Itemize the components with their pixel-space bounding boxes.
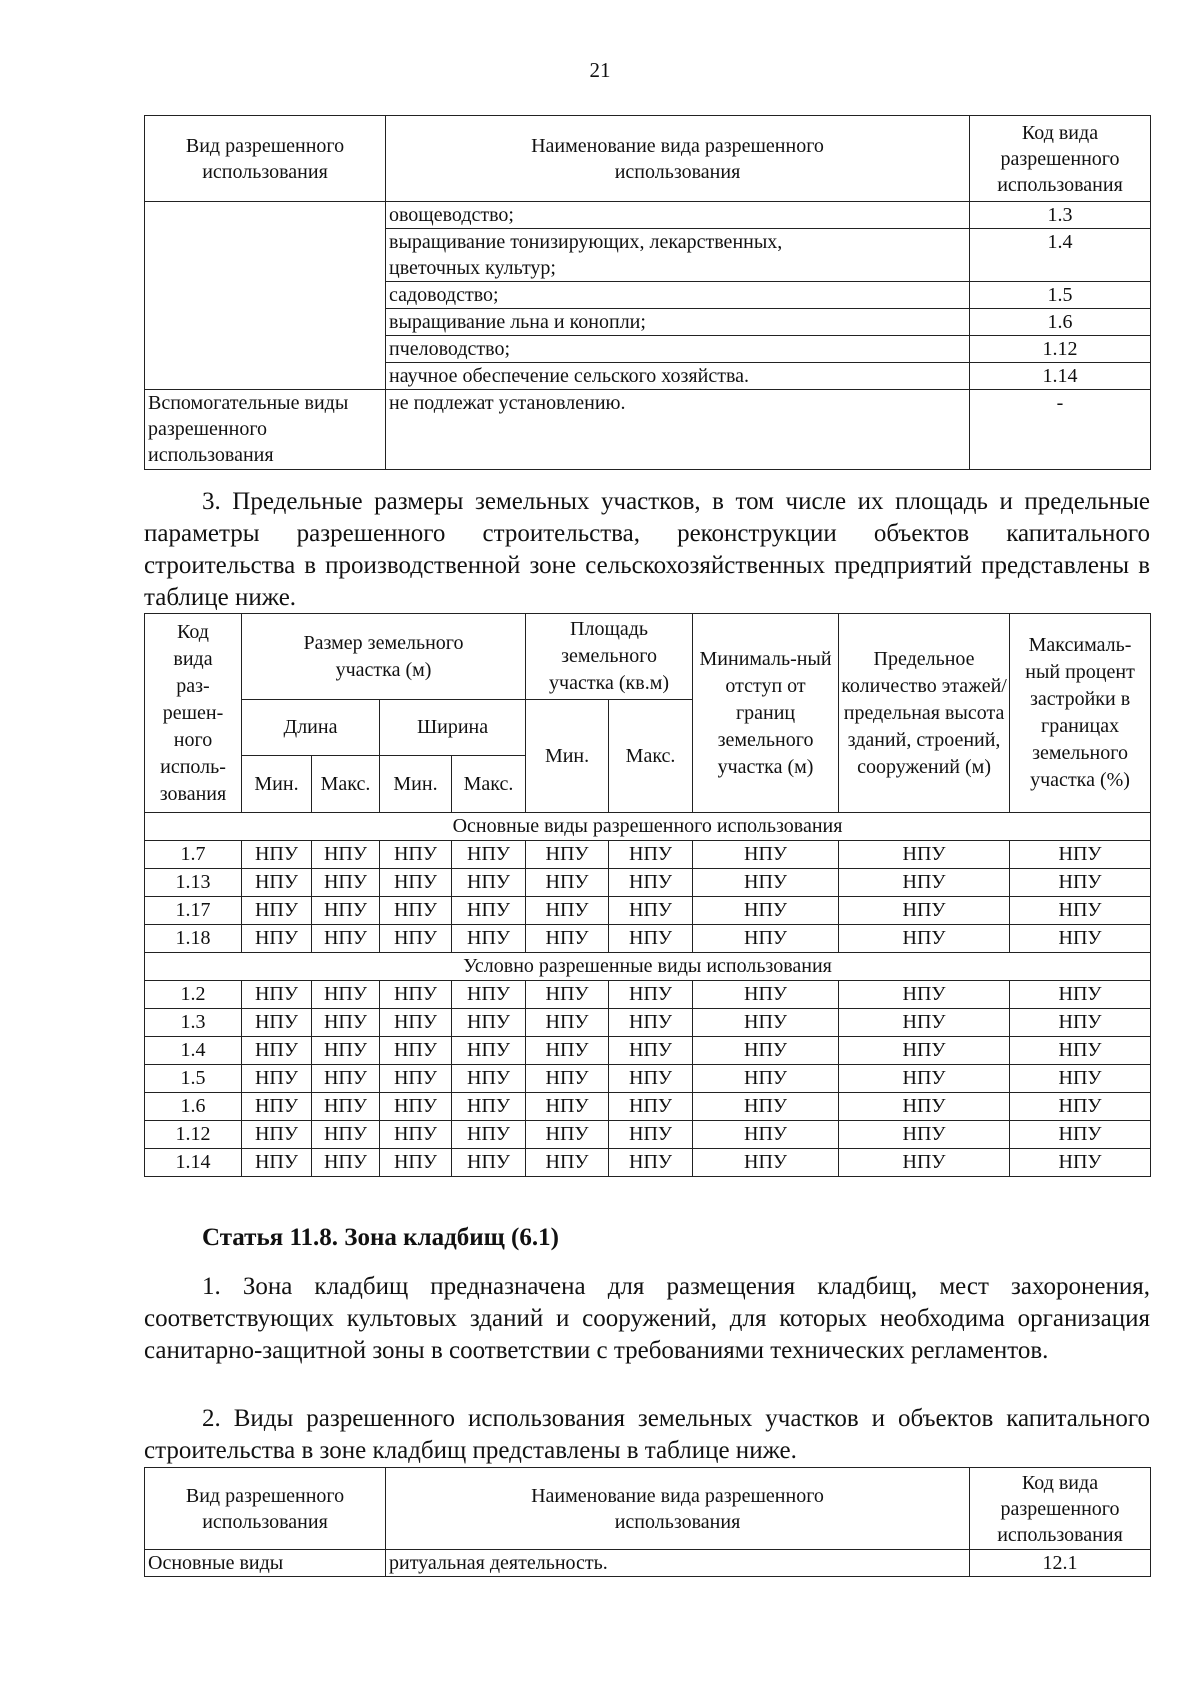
use-code: - [970,390,1151,470]
use-name: научное обеспечение сельского хозяйства. [386,363,970,390]
use-code: 1.18 [145,925,242,953]
use-kind: Основные виды [145,1550,386,1577]
table-row [145,390,1151,470]
npu-cell: НПУ [526,981,609,1009]
npu-cell: НПУ [1010,1121,1151,1149]
npu-cell: НПУ [839,1065,1010,1093]
npu-cell: НПУ [526,841,609,869]
npu-cell: НПУ [380,869,452,897]
table-row [145,1065,1151,1093]
use-code: 1.17 [145,897,242,925]
use-code: 12.1 [970,1550,1151,1577]
npu-cell: НПУ [693,1093,839,1121]
npu-cell: НПУ [609,1065,693,1093]
npu-cell: НПУ [380,1093,452,1121]
header-size: Размер земельного участка (м) [242,614,526,700]
npu-cell: НПУ [242,1093,312,1121]
header-area-min: Мин. [526,700,609,813]
header-length: Длина [242,700,380,756]
npu-cell: НПУ [242,925,312,953]
use-code: 1.13 [145,869,242,897]
npu-cell: НПУ [312,1093,380,1121]
header-use-code: Код вида разрешенного использования [970,116,1151,202]
table-row [145,1550,1151,1577]
cemetery-uses-table [144,1467,1151,1577]
use-code: 1.2 [145,981,242,1009]
npu-cell: НПУ [242,841,312,869]
npu-cell: НПУ [312,897,380,925]
npu-cell: НПУ [609,841,693,869]
use-name: садоводство; [386,282,970,309]
npu-cell: НПУ [380,1149,452,1177]
header-area-max: Макс. [609,700,693,813]
main-uses-rows [145,841,1151,953]
use-name: не подлежат установлению. [386,390,970,470]
page-number: 21 [589,58,611,82]
npu-cell: НПУ [526,1009,609,1037]
use-code: 1.12 [970,336,1151,363]
header-use-name: Наименование вида разрешенного использования [386,1468,970,1550]
npu-cell: НПУ [1010,1065,1151,1093]
table-row [145,841,1151,869]
header-length-min: Мин. [242,756,312,813]
npu-cell: НПУ [452,925,526,953]
header-indent: Минималь-ный отступ от границ земельного участка (м) [693,614,839,813]
npu-cell: НПУ [312,1149,380,1177]
npu-cell: НПУ [609,1149,693,1177]
npu-cell: НПУ [1010,1037,1151,1065]
table-row [145,897,1151,925]
use-code: 1.6 [145,1093,242,1121]
npu-cell: НПУ [380,841,452,869]
npu-cell: НПУ [452,981,526,1009]
npu-cell: НПУ [1010,841,1151,869]
npu-cell: НПУ [609,1093,693,1121]
npu-cell: НПУ [312,1037,380,1065]
npu-cell: НПУ [526,925,609,953]
use-name: выращивание льна и конопли; [386,309,970,336]
npu-cell: НПУ [242,1009,312,1037]
npu-cell: НПУ [526,869,609,897]
npu-cell: НПУ [839,981,1010,1009]
npu-cell: НПУ [526,1149,609,1177]
npu-cell: НПУ [693,1009,839,1037]
use-code: 1.3 [970,202,1151,229]
npu-cell: НПУ [526,1093,609,1121]
header-use-kind: Вид разрешенного использования [145,1468,386,1550]
article-heading: Статья 11.8. Зона кладбищ (6.1) [202,1224,559,1251]
aux-use-kind: Вспомогательные виды разрешенного использования [145,390,386,470]
npu-cell: НПУ [693,841,839,869]
npu-cell: НПУ [380,1065,452,1093]
use-code: 1.3 [145,1009,242,1037]
table-row [145,925,1151,953]
use-code: 1.5 [970,282,1151,309]
npu-cell: НПУ [242,869,312,897]
npu-cell: НПУ [839,1121,1010,1149]
table-row [145,1037,1151,1065]
npu-cell: НПУ [1010,897,1151,925]
table-row [145,1009,1151,1037]
use-code: 1.14 [145,1149,242,1177]
npu-cell: НПУ [693,1065,839,1093]
npu-cell: НПУ [839,1093,1010,1121]
conditional-uses-rows [145,981,1151,1177]
npu-cell: НПУ [312,841,380,869]
npu-cell: НПУ [693,897,839,925]
npu-cell: НПУ [693,1149,839,1177]
section-main-uses: Основные виды разрешенного использования [145,813,1151,841]
npu-cell: НПУ [452,869,526,897]
npu-cell: НПУ [242,1121,312,1149]
header-area: Площадь земельного участка (кв.м) [526,614,693,700]
use-code: 1.6 [970,309,1151,336]
npu-cell: НПУ [312,1065,380,1093]
npu-cell: НПУ [839,1009,1010,1037]
empty-kind-cell [145,202,386,390]
use-code: 1.4 [145,1037,242,1065]
table-row [145,202,1151,229]
paragraph-limits: 3. Предельные размеры земельных участков, в том числе их площадь и предельные параметры разрешенного строительства, реконструкции объектов капитального строительства в производственной зоне сельскохозяйственных предприятий представлены в таблице ниже. [144,488,1150,611]
npu-cell: НПУ [312,869,380,897]
npu-cell: НПУ [242,897,312,925]
npu-cell: НПУ [380,897,452,925]
use-code: 1.5 [145,1065,242,1093]
use-name: овощеводство; [386,202,970,229]
header-use-name: Наименование вида разрешенного использования [386,116,970,202]
npu-cell: НПУ [242,1065,312,1093]
use-name: выращивание тонизирующих, лекарственных, цветочных культур; [386,229,970,282]
use-code: 1.7 [145,841,242,869]
header-use-kind: Вид разрешенного использования [145,116,386,202]
npu-cell: НПУ [452,1093,526,1121]
npu-cell: НПУ [380,1009,452,1037]
npu-cell: НПУ [380,1121,452,1149]
npu-cell: НПУ [609,897,693,925]
use-name: ритуальная деятельность. [386,1550,970,1577]
npu-cell: НПУ [526,1065,609,1093]
permitted-use-table-continued [144,115,1151,470]
npu-cell: НПУ [609,1121,693,1149]
npu-cell: НПУ [312,1009,380,1037]
header-width: Ширина [380,700,526,756]
npu-cell: НПУ [242,1037,312,1065]
npu-cell: НПУ [242,1149,312,1177]
npu-cell: НПУ [526,1121,609,1149]
header-width-max: Макс. [452,756,526,813]
npu-cell: НПУ [1010,981,1151,1009]
npu-cell: НПУ [839,841,1010,869]
npu-cell: НПУ [452,1037,526,1065]
npu-cell: НПУ [312,1121,380,1149]
npu-cell: НПУ [839,925,1010,953]
npu-cell: НПУ [693,981,839,1009]
npu-cell: НПУ [1010,869,1151,897]
paragraph-cemetery-zone: 1. Зона кладбищ предназначена для размещения кладбищ, мест захоронения, соответствующих культовых зданий и сооружений, для которых необходима организация санитарно-защитной зоны в соответствии с требованиями технических регламентов. [144,1273,1150,1364]
header-use-code: Код вида разрешенного использования [970,1468,1151,1550]
npu-cell: НПУ [839,1149,1010,1177]
npu-cell: НПУ [242,981,312,1009]
header-floors: Предельное количество этажей/ предельная высота зданий, строений, сооружений (м) [839,614,1010,813]
paragraph-permitted-uses: 2. Виды разрешенного использования земельных участков и объектов капитального строительства в зоне кладбищ представлены в таблице ниже. [144,1405,1150,1464]
npu-cell: НПУ [609,1037,693,1065]
npu-cell: НПУ [452,841,526,869]
npu-cell: НПУ [693,1121,839,1149]
use-code: 1.12 [145,1121,242,1149]
header-percent: Максималь-ный процент застройки в границах земельного участка (%) [1010,614,1151,813]
npu-cell: НПУ [609,869,693,897]
npu-cell: НПУ [452,1149,526,1177]
npu-cell: НПУ [839,1037,1010,1065]
npu-cell: НПУ [452,1009,526,1037]
table-row [145,1121,1151,1149]
npu-cell: НПУ [1010,925,1151,953]
npu-cell: НПУ [526,897,609,925]
limits-table [144,613,1151,1177]
table-row [145,981,1151,1009]
npu-cell: НПУ [1010,1009,1151,1037]
npu-cell: НПУ [839,897,1010,925]
npu-cell: НПУ [693,925,839,953]
section-conditional-uses: Условно разрешенные виды использования [145,953,1151,981]
table-row [145,1149,1151,1177]
npu-cell: НПУ [693,869,839,897]
npu-cell: НПУ [526,1037,609,1065]
header-width-min: Мин. [380,756,452,813]
npu-cell: НПУ [380,925,452,953]
npu-cell: НПУ [693,1037,839,1065]
npu-cell: НПУ [312,925,380,953]
npu-cell: НПУ [609,981,693,1009]
npu-cell: НПУ [312,981,380,1009]
npu-cell: НПУ [452,897,526,925]
use-name: пчеловодство; [386,336,970,363]
npu-cell: НПУ [452,1065,526,1093]
npu-cell: НПУ [1010,1149,1151,1177]
table-row [145,869,1151,897]
npu-cell: НПУ [380,981,452,1009]
npu-cell: НПУ [1010,1093,1151,1121]
npu-cell: НПУ [609,925,693,953]
npu-cell: НПУ [839,869,1010,897]
npu-cell: НПУ [452,1121,526,1149]
use-code: 1.4 [970,229,1151,282]
table-row [145,1093,1151,1121]
npu-cell: НПУ [380,1037,452,1065]
use-code: 1.14 [970,363,1151,390]
header-length-max: Макс. [312,756,380,813]
header-code: Код вида раз-решен-ного исполь-зования [145,614,242,813]
npu-cell: НПУ [609,1009,693,1037]
